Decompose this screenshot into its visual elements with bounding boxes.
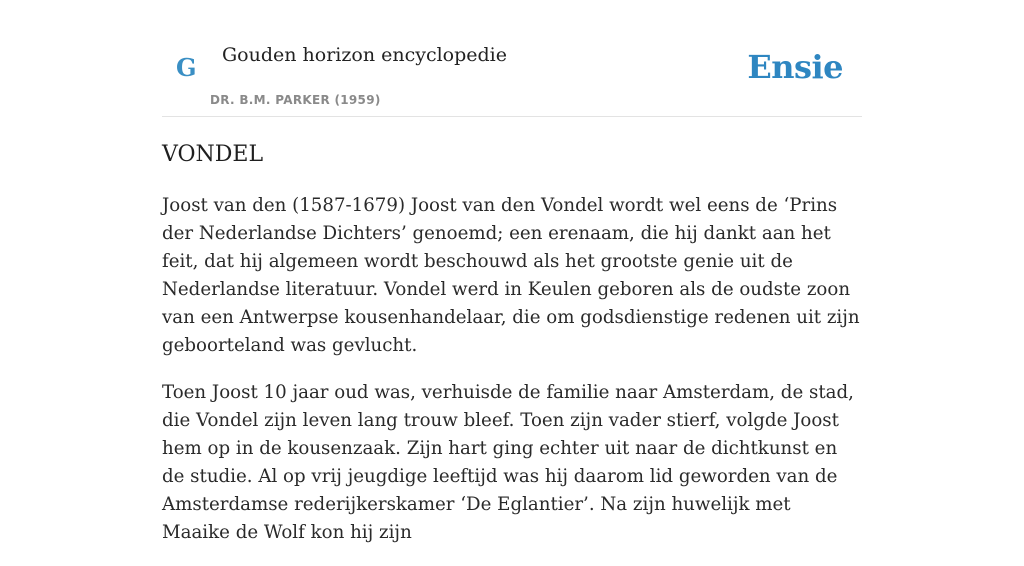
article-paragraph: Joost van den (1587-1679) Joost van den Vondel wordt wel eens de ‘Prins der Nederlandse Dichters’ genoemd; een erenaam, die hij dankt aan het feit, dat hij algemeen wordt beschouwd als het grootste genie uit de Nederlandse literatuur. Vondel werd in Keulen geboren als de oudste zoon van een Antwerpse kousenhandelaar, die om godsdienstige redenen uit zijn geboorteland was gevlucht. (162, 195, 860, 356)
source-logo-icon[interactable]: G (176, 53, 197, 82)
article-paragraph: Toen Joost 10 jaar oud was, verhuisde de familie naar Amsterdam, de stad, die Vondel zijn leven lang trouw bleef. Toen zijn vader stierf, volgde Joost hem op in de kousenzaak. Zijn hart ging echter uit naar de dichtkunst en de studie. Al op vrij jeugdige leeftijd was hij daarom lid geworden van de Amsterdamse rederijkerskamer ‘De Eglantier’. Na zijn huwelijk met Maaike de Wolf kon hij zijn (162, 382, 854, 543)
article (162, 140, 862, 566)
article-body (162, 192, 862, 547)
source-header (162, 0, 862, 117)
brand-logo[interactable]: Ensie (747, 48, 843, 86)
source-title[interactable]: Gouden horizon encyclopedie (222, 44, 507, 66)
article-title: VONDEL (162, 142, 264, 167)
source-author: DR. B.M. PARKER (1959) (210, 93, 381, 107)
